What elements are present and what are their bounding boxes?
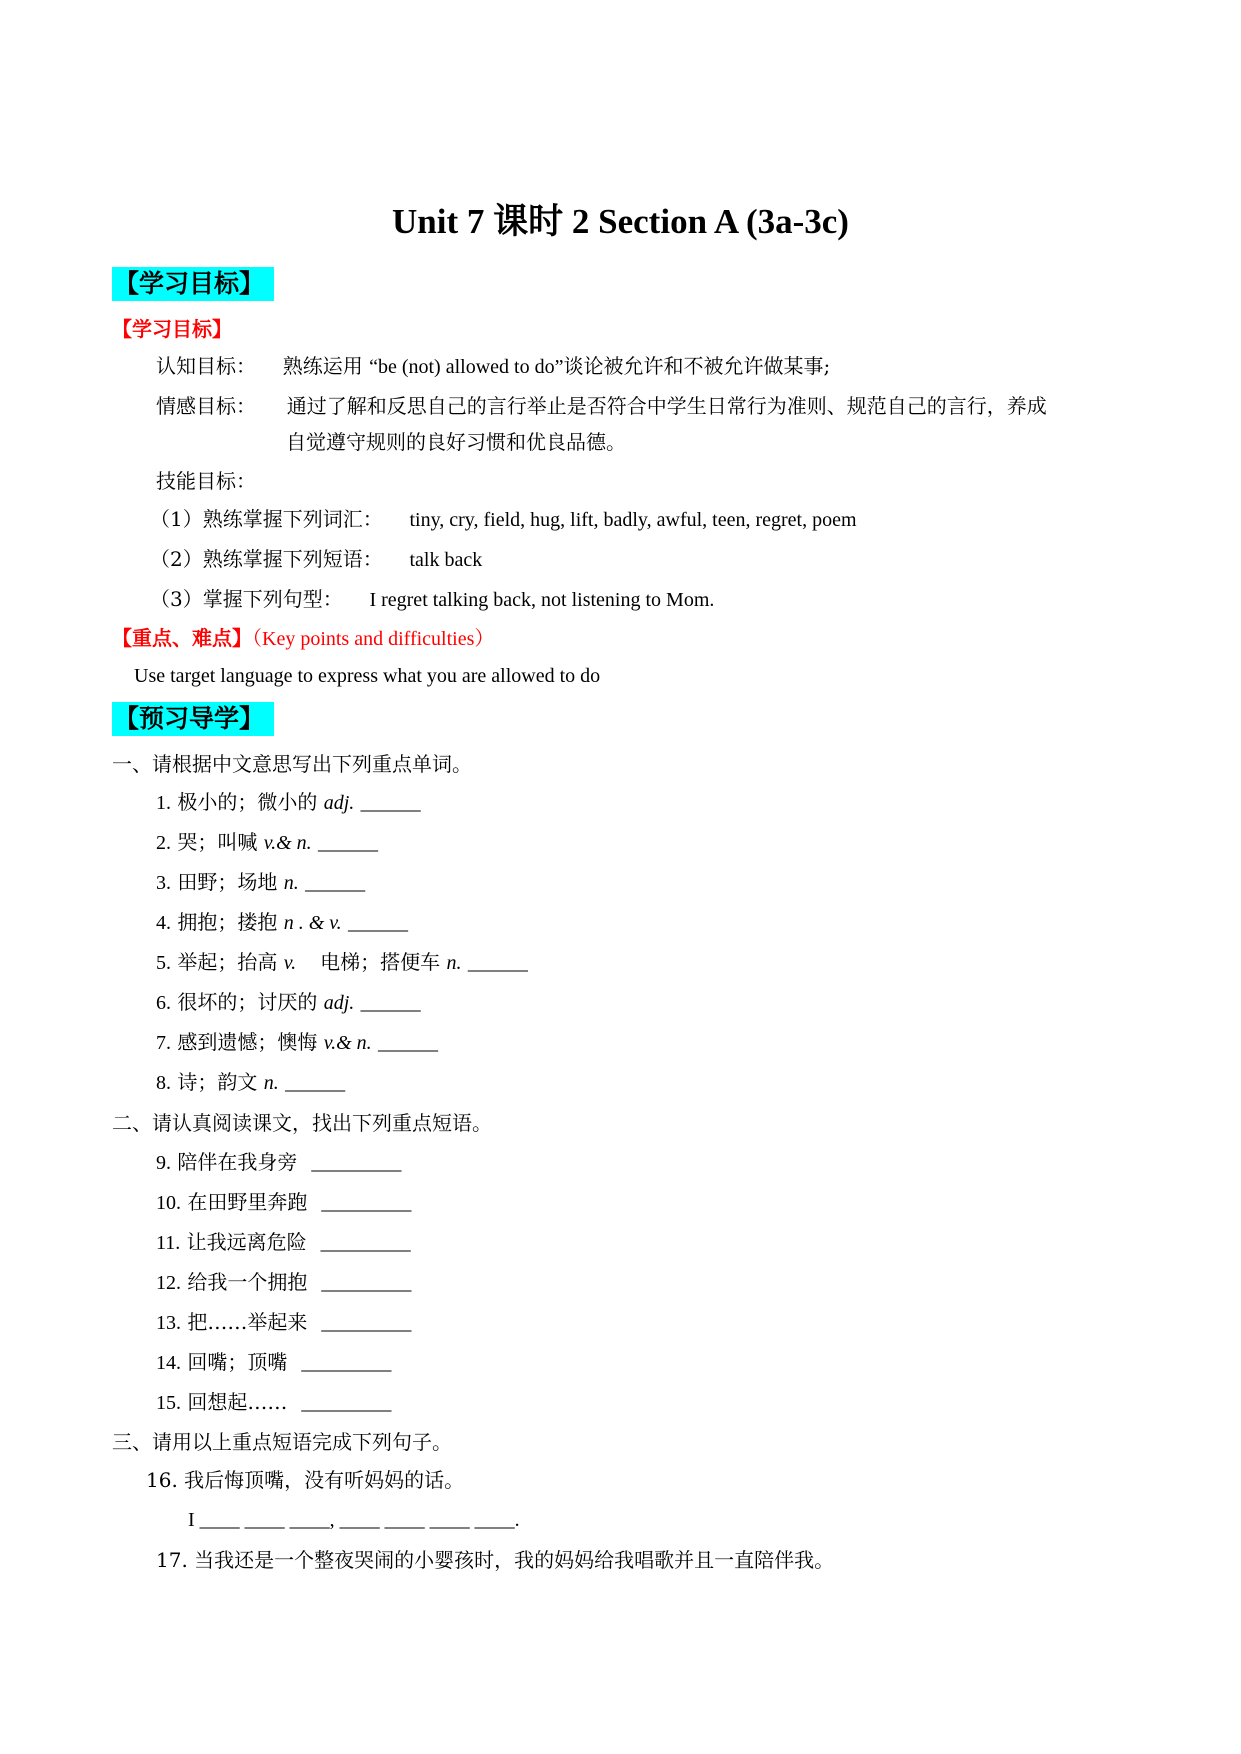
word-item	[156, 828, 378, 857]
word-number: 1.	[156, 792, 171, 814]
cognitive-label: 认知目标：	[156, 354, 256, 378]
phrase-meaning: 给我一个拥抱	[187, 1270, 308, 1294]
affective-line-1: 通过了解和反思自己的言行举止是否符合中学生日常行为准则、规范自己的言行，养成	[286, 394, 1047, 418]
word-number: 4.	[156, 912, 171, 934]
phrase-item	[156, 1308, 411, 1337]
section-heading-objectives: 【学习目标】	[112, 267, 274, 301]
key-points-text: Use target language to express what you are allowed to do	[134, 665, 601, 687]
key-points-label: 【重点、难点】	[112, 626, 252, 650]
word-item	[156, 1068, 345, 1097]
phrase-item	[156, 1228, 411, 1257]
part2-title: 二、请认真阅读课文，找出下列重点短语。	[112, 1111, 492, 1135]
word-pos: v.	[283, 952, 297, 974]
answer-blank[interactable]: _________	[321, 1272, 412, 1294]
answer-blank[interactable]: _________	[301, 1352, 392, 1374]
word-item	[156, 908, 408, 937]
word-meaning: 拥抱；搂抱	[177, 910, 284, 934]
question-17: 17. 当我还是一个整夜哭闹的小婴孩时，我的妈妈给我唱歌并且一直陪伴我。	[156, 1548, 835, 1572]
word-meaning: 田野；场地	[177, 870, 284, 894]
question-16: 16. 我后悔顶嘴，没有听妈妈的话。	[146, 1468, 465, 1492]
affective-label: 情感目标：	[156, 394, 256, 418]
skill-sentence-pattern	[150, 585, 714, 614]
word-number: 3.	[156, 872, 171, 894]
word-item	[156, 788, 421, 817]
word-item	[156, 1028, 438, 1057]
phrase-item	[156, 1348, 391, 1377]
word-meaning-2: 电梯；搭便车	[320, 950, 447, 974]
phrase-number: 15.	[156, 1392, 181, 1414]
answer-blank[interactable]: ______	[378, 1032, 439, 1054]
answer-blank[interactable]: ______	[467, 952, 528, 974]
word-meaning: 很坏的；讨厌的	[177, 990, 324, 1014]
word-meaning: 极小的；微小的	[177, 790, 324, 814]
phrase-number: 11.	[156, 1232, 181, 1254]
word-meaning: 诗；韵文	[177, 1070, 264, 1094]
word-number: 6.	[156, 992, 171, 1014]
word-pos: adj.	[323, 992, 355, 1014]
phrase-item	[156, 1268, 411, 1297]
skill1-label: （1）熟练掌握下列词汇：	[150, 507, 383, 531]
key-points-heading	[112, 624, 494, 653]
word-item	[156, 988, 421, 1017]
cognitive-structure: “be (not) allowed to do”	[369, 356, 564, 378]
word-number: 7.	[156, 1032, 171, 1054]
part1-title: 一、请根据中文意思写出下列重点单词。	[112, 752, 472, 776]
skill-phrases	[150, 545, 482, 574]
word-number: 5.	[156, 952, 171, 974]
phrase-item	[156, 1148, 401, 1177]
affective-objective	[156, 392, 1047, 420]
word-pos: v.& n.	[263, 832, 312, 854]
word-meaning: 举起；抬高	[177, 950, 284, 974]
skill2-label: （2）熟练掌握下列短语：	[150, 547, 383, 571]
answer-blank[interactable]: _________	[321, 1312, 412, 1334]
answer-blank[interactable]: _________	[320, 1232, 411, 1254]
answer-blank[interactable]: _________	[311, 1152, 402, 1174]
objectives-subheading: 【学习目标】	[112, 317, 232, 341]
answer-blank[interactable]: ______	[318, 832, 379, 854]
section-heading-preview: 【预习导学】	[112, 702, 274, 736]
cognitive-text-2: 谈论被允许和不被允许做某事;	[563, 354, 831, 378]
key-points-english: （Key points and difficulties）	[252, 628, 495, 650]
answer-blank[interactable]: ______	[360, 792, 421, 814]
word-pos: n.	[263, 1072, 279, 1094]
word-number: 2.	[156, 832, 171, 854]
word-pos: adj.	[323, 792, 355, 814]
answer-blank[interactable]: ______	[305, 872, 366, 894]
answer-blank[interactable]: ______	[360, 992, 421, 1014]
phrase-meaning: 陪伴在我身旁	[177, 1150, 298, 1174]
phrase-meaning: 让我远离危险	[186, 1230, 307, 1254]
phrase-number: 14.	[156, 1352, 181, 1374]
phrase-item	[156, 1388, 391, 1417]
phrase-number: 10.	[156, 1192, 181, 1214]
word-pos: n . & v.	[283, 912, 342, 934]
word-meaning: 哭；叫喊	[177, 830, 264, 854]
skill1-text: tiny, cry, field, hug, lift, badly, awful, teen, regret, poem	[409, 509, 857, 531]
answer-blank[interactable]: _________	[321, 1192, 412, 1214]
word-item	[156, 868, 365, 897]
phrase-number: 9.	[156, 1152, 171, 1174]
skill-label: 技能目标：	[156, 469, 256, 493]
cognitive-objective	[156, 352, 830, 381]
skill3-label: （3）掌握下列句型：	[150, 587, 343, 611]
phrase-number: 13.	[156, 1312, 181, 1334]
phrase-number: 12.	[156, 1272, 181, 1294]
word-number: 8.	[156, 1072, 171, 1094]
word-pos: v.& n.	[323, 1032, 372, 1054]
skill3-text: I regret talking back, not listening to Mom.	[369, 589, 715, 611]
skill2-text: talk back	[409, 549, 483, 571]
word-pos: n.	[283, 872, 299, 894]
skill-vocabulary	[150, 505, 857, 534]
question-16-answer[interactable]: I ____ ____ ____, ____ ____ ____ ____.	[188, 1509, 520, 1531]
answer-blank[interactable]: ______	[348, 912, 409, 934]
phrase-meaning: 在田野里奔跑	[187, 1190, 308, 1214]
cognitive-text: 熟练运用	[282, 354, 370, 378]
word-item	[156, 948, 528, 977]
phrase-meaning: 回想起……	[187, 1390, 288, 1414]
part3-title: 三、请用以上重点短语完成下列句子。	[112, 1430, 452, 1454]
phrase-item	[156, 1188, 411, 1217]
word-meaning: 感到遗憾；懊悔	[177, 1030, 324, 1054]
page-title: Unit 7 课时 2 Section A (3a-3c)	[392, 202, 849, 241]
phrase-meaning: 回嘴；顶嘴	[187, 1350, 288, 1374]
affective-line-2: 自觉遵守规则的良好习惯和优良品德。	[286, 430, 626, 454]
answer-blank[interactable]: _________	[301, 1392, 392, 1414]
word-pos-2: n.	[446, 952, 462, 974]
answer-blank[interactable]: ______	[285, 1072, 346, 1094]
phrase-meaning: 把……举起来	[187, 1310, 308, 1334]
